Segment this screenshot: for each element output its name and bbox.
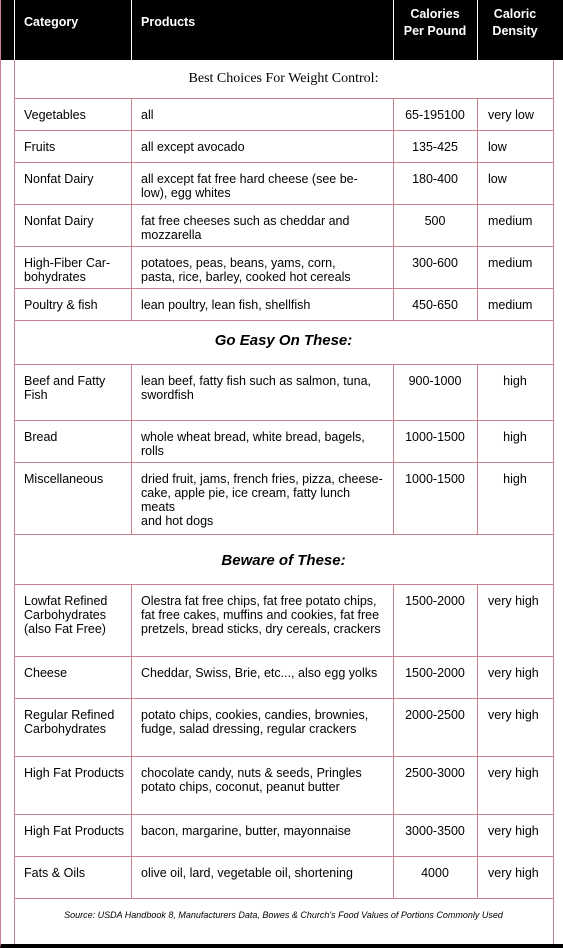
cell-category: Lowfat Refined Carbohydrates (also Fat Free) bbox=[24, 594, 108, 636]
column-divider bbox=[393, 204, 394, 246]
header-density: Caloric Density bbox=[492, 7, 538, 38]
table-border bbox=[553, 60, 554, 944]
cell-products: fat free cheeses such as cheddar and mozzarella bbox=[141, 214, 350, 242]
cell-products: lean beef, fatty fish such as salmon, tuna, swordfish bbox=[141, 374, 371, 402]
cell-category: Poultry & fish bbox=[24, 298, 98, 312]
table-row bbox=[1, 364, 563, 420]
cell-category: Nonfat Dairy bbox=[24, 172, 94, 186]
cell-calories: 180-400 bbox=[412, 172, 458, 186]
column-divider bbox=[393, 856, 394, 898]
table-row bbox=[1, 584, 563, 656]
cell-calories: 900-1000 bbox=[408, 374, 462, 388]
cell-products: olive oil, lard, vegetable oil, shortening bbox=[141, 866, 353, 880]
cell-calories: 1000-1500 bbox=[405, 430, 465, 444]
header-category: Category bbox=[24, 15, 79, 29]
source-note: Source: USDA Handbook 8, Manufacturers Data, Bowes & Church's Food Values of Portions Commonly Used bbox=[64, 910, 503, 920]
cell-density: medium bbox=[488, 214, 533, 228]
column-divider bbox=[477, 462, 478, 534]
cell-density: medium bbox=[488, 298, 533, 312]
column-divider bbox=[393, 462, 394, 534]
cell-products: all except fat free hard cheese (see be- low), egg whites bbox=[141, 172, 358, 200]
cell-category: High-Fiber Car- bohydrates bbox=[24, 256, 111, 284]
header-divider bbox=[393, 0, 394, 60]
cell-category: Miscellaneous bbox=[24, 472, 104, 486]
cell-density: high bbox=[503, 374, 527, 388]
table-row bbox=[1, 288, 563, 320]
cell-density: very high bbox=[488, 766, 539, 780]
column-divider bbox=[477, 584, 478, 656]
column-divider bbox=[131, 756, 132, 814]
cell-products: whole wheat bread, white bread, bagels, rolls bbox=[141, 430, 365, 458]
cell-products: lean poultry, lean fish, shellfish bbox=[141, 298, 311, 312]
cell-calories: 135-425 bbox=[412, 140, 458, 154]
table-row bbox=[1, 856, 563, 898]
table-row bbox=[1, 420, 563, 462]
header-divider bbox=[477, 0, 478, 60]
cell-density: low bbox=[488, 140, 507, 154]
cell-calories: 65-195100 bbox=[405, 108, 465, 122]
cell-category: High Fat Products bbox=[24, 824, 125, 838]
column-divider bbox=[131, 420, 132, 462]
table-row bbox=[1, 98, 563, 130]
column-divider bbox=[393, 698, 394, 756]
cell-category: Beef and Fatty Fish bbox=[24, 374, 106, 402]
column-divider bbox=[131, 98, 132, 130]
cell-products: dried fruit, jams, french fries, pizza, cheese- cake, apple pie, ice cream, fatty lunch meats and hot dogs bbox=[141, 472, 383, 528]
row-divider bbox=[14, 898, 553, 899]
column-divider bbox=[477, 130, 478, 162]
column-divider bbox=[393, 364, 394, 420]
column-divider bbox=[477, 698, 478, 756]
cell-category: Fruits bbox=[24, 140, 56, 154]
table-row bbox=[1, 462, 563, 534]
column-divider bbox=[393, 162, 394, 204]
table-row bbox=[1, 756, 563, 814]
header-products: Products bbox=[141, 15, 196, 29]
column-divider bbox=[131, 246, 132, 288]
column-divider bbox=[477, 756, 478, 814]
cell-category: Vegetables bbox=[24, 108, 86, 122]
cell-density: very high bbox=[488, 824, 539, 838]
cell-products: Cheddar, Swiss, Brie, etc..., also egg yolks bbox=[141, 666, 378, 680]
cell-category: High Fat Products bbox=[24, 766, 125, 780]
cell-calories: 3000-3500 bbox=[405, 824, 465, 838]
column-divider bbox=[131, 856, 132, 898]
cell-category: Cheese bbox=[24, 666, 68, 680]
header-divider bbox=[131, 0, 132, 60]
column-divider bbox=[131, 162, 132, 204]
column-divider bbox=[131, 204, 132, 246]
cell-calories: 1500-2000 bbox=[405, 666, 465, 680]
column-divider bbox=[477, 162, 478, 204]
column-divider bbox=[477, 420, 478, 462]
cell-calories: 450-650 bbox=[412, 298, 458, 312]
cell-products: chocolate candy, nuts & seeds, Pringles potato chips, coconut, peanut butter bbox=[141, 766, 362, 794]
column-divider bbox=[131, 656, 132, 698]
column-divider bbox=[477, 814, 478, 856]
cell-products: Olestra fat free chips, fat free potato chips, fat free cakes, muffins and cookies, fat free pretzels, bread sticks, dry cereals, crackers bbox=[141, 594, 381, 636]
column-divider bbox=[393, 584, 394, 656]
cell-category: Nonfat Dairy bbox=[24, 214, 94, 228]
cell-calories: 500 bbox=[424, 214, 446, 228]
cell-products: potatoes, peas, beans, yams, corn, pasta, rice, barley, cooked hot cereals bbox=[141, 256, 351, 284]
column-divider bbox=[477, 246, 478, 288]
table-row bbox=[1, 656, 563, 698]
cell-density: very high bbox=[488, 666, 539, 680]
cell-density: very high bbox=[488, 866, 539, 880]
cell-calories: 300-600 bbox=[412, 256, 458, 270]
section-title: Go Easy On These: bbox=[214, 332, 353, 349]
column-divider bbox=[131, 698, 132, 756]
cell-category: Regular Refined Carbohydrates bbox=[24, 708, 115, 736]
cell-density: very low bbox=[488, 108, 534, 122]
cell-calories: 1000-1500 bbox=[405, 472, 465, 486]
column-divider bbox=[477, 288, 478, 320]
column-divider bbox=[393, 246, 394, 288]
column-divider bbox=[393, 756, 394, 814]
cell-density: high bbox=[503, 472, 527, 486]
cell-category: Bread bbox=[24, 430, 58, 444]
cell-products: all except avocado bbox=[141, 140, 245, 154]
section-title: Best Choices For Weight Control: bbox=[188, 71, 379, 86]
table-row bbox=[1, 204, 563, 246]
table-row bbox=[1, 130, 563, 162]
cell-density: medium bbox=[488, 256, 533, 270]
cell-density: very high bbox=[488, 708, 539, 722]
row-divider bbox=[14, 534, 553, 535]
cell-products: bacon, margarine, butter, mayonnaise bbox=[141, 824, 351, 838]
cell-density: low bbox=[488, 172, 507, 186]
column-divider bbox=[477, 204, 478, 246]
column-divider bbox=[131, 462, 132, 534]
column-divider bbox=[393, 130, 394, 162]
cell-category: Fats & Oils bbox=[24, 866, 86, 880]
column-divider bbox=[477, 364, 478, 420]
cell-products: all bbox=[141, 108, 154, 122]
column-divider bbox=[477, 98, 478, 130]
column-divider bbox=[131, 584, 132, 656]
column-divider bbox=[393, 656, 394, 698]
column-divider bbox=[393, 420, 394, 462]
column-divider bbox=[477, 656, 478, 698]
table-row bbox=[1, 246, 563, 288]
cell-calories: 2000-2500 bbox=[405, 708, 465, 722]
cell-calories: 4000 bbox=[421, 866, 449, 880]
header-divider bbox=[14, 0, 15, 60]
cell-calories: 1500-2000 bbox=[405, 594, 465, 608]
column-divider bbox=[131, 288, 132, 320]
table-row bbox=[1, 814, 563, 856]
column-divider bbox=[131, 364, 132, 420]
column-divider bbox=[393, 288, 394, 320]
table-border bbox=[14, 60, 15, 944]
table-row bbox=[1, 162, 563, 204]
cell-density: very high bbox=[488, 594, 539, 608]
cell-density: high bbox=[503, 430, 527, 444]
cell-calories: 2500-3000 bbox=[405, 766, 465, 780]
table-header bbox=[1, 0, 563, 60]
header-calories: Calories Per Pound bbox=[403, 7, 467, 38]
table-row bbox=[1, 698, 563, 756]
section-title: Beware of These: bbox=[221, 552, 346, 569]
column-divider bbox=[393, 98, 394, 130]
column-divider bbox=[393, 814, 394, 856]
cell-products: potato chips, cookies, candies, brownies, fudge, salad dressing, regular crackers bbox=[141, 708, 369, 736]
column-divider bbox=[131, 130, 132, 162]
column-divider bbox=[477, 856, 478, 898]
column-divider bbox=[131, 814, 132, 856]
